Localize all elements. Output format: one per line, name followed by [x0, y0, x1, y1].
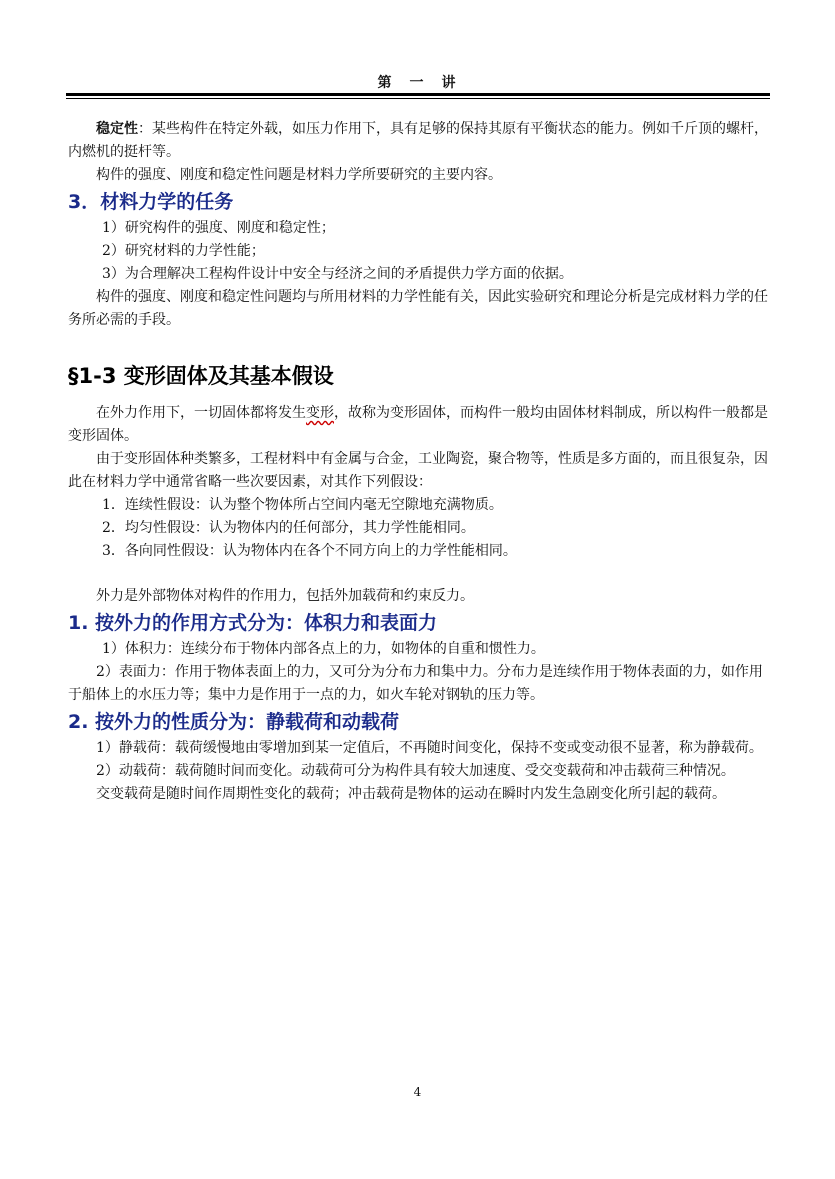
- heading-by-action-mode: 1. 按外力的作用方式分为：体积力和表面力: [68, 612, 438, 634]
- list-item-assumption-2: 2．均匀性假设：认为物体内的任何部分，其力学性能相同。: [102, 520, 475, 536]
- paragraph-deformable-solid: [68, 402, 768, 448]
- paragraph-external-force: 外力是外部物体对构件的作用力，包括外加载荷和约束反力。: [96, 588, 474, 604]
- paragraph-tasks-summary: 构件的强度、刚度和稳定性问题均与所用材料的力学性能有关，因此实验研究和理论分析是完成材料力学的任务所必需的手段。: [68, 289, 768, 328]
- deform-text-after: ，故称为变形固体，而构件一般均由固体材料制成，所以构件一般都是变形固体。: [68, 405, 768, 444]
- section-title: §1-3 变形固体及其基本假设: [68, 364, 334, 388]
- stability-definition: ：某些构件在特定外载，如压力作用下，具有足够的保持其原有平衡状态的能力。例如千斤顶的螺杆，内燃机的挺杆等。: [68, 121, 768, 160]
- deform-text-before: 在外力作用下，一切固体都将发生: [96, 405, 306, 421]
- list-item-task-1: 1）研究构件的强度、刚度和稳定性；: [102, 220, 335, 236]
- document-body: [68, 118, 768, 806]
- list-item-assumption-3: 3．各向同性假设：认为物体内在各个不同方向上的力学性能相同。: [102, 543, 517, 559]
- paragraph-dynamic-load: 2）动载荷：载荷随时间而变化。动载荷可分为构件具有较大加速度、受交变载荷和冲击载荷三种情况。: [96, 763, 735, 779]
- deform-highlight-word: 变形: [306, 405, 334, 421]
- paragraph-assumptions-intro: 由于变形固体种类繁多，工程材料中有金属与合金，工业陶瓷，聚合物等，性质是多方面的，而且很复杂，因此在材料力学中通常省略一些次要因素，对其作下列假设：: [68, 451, 768, 490]
- header-rule-thick: [66, 93, 770, 96]
- page-header-title: 第 一 讲: [377, 75, 458, 91]
- heading-by-nature: 2. 按外力的性质分为：静载荷和动载荷: [68, 711, 400, 733]
- list-item-body-force: 1）体积力：连续分布于物体内部各点上的力，如物体的自重和惯性力。: [102, 641, 545, 657]
- list-item-task-3: 3）为合理解决工程构件设计中安全与经济之间的矛盾提供力学方面的依据。: [102, 266, 573, 282]
- spacer: [68, 563, 768, 585]
- paragraph-static-load: 1）静载荷：载荷缓慢地由零增加到某一定值后，不再随时间变化，保持不变或变动很不显著，称为静载荷。: [96, 740, 763, 756]
- list-item-task-2: 2）研究材料的力学性能；: [102, 243, 265, 259]
- page-number: 4: [413, 1085, 422, 1099]
- list-item-assumption-1: 1．连续性假设：认为整个物体所占空间内毫无空隙地充满物质。: [102, 497, 503, 513]
- header-rule-thin: [66, 98, 770, 99]
- term-stability: 稳定性: [96, 121, 138, 137]
- paragraph-main-content: 构件的强度、刚度和稳定性问题是材料力学所要研究的主要内容。: [96, 167, 502, 183]
- paragraph-stability: [68, 118, 768, 164]
- paragraph-alternating-load: 交变载荷是随时间作周期性变化的载荷；冲击载荷是物体的运动在瞬时内发生急剧变化所引起的载荷。: [96, 786, 726, 802]
- paragraph-surface-force: 2）表面力：作用于物体表面上的力，又可分为分布力和集中力。分布力是连续作用于物体表面的力，如作用于船体上的水压力等；集中力是作用于一点的力，如火车轮对钢轨的压力等。: [68, 664, 763, 703]
- heading-tasks: 3．材料力学的任务: [68, 191, 234, 213]
